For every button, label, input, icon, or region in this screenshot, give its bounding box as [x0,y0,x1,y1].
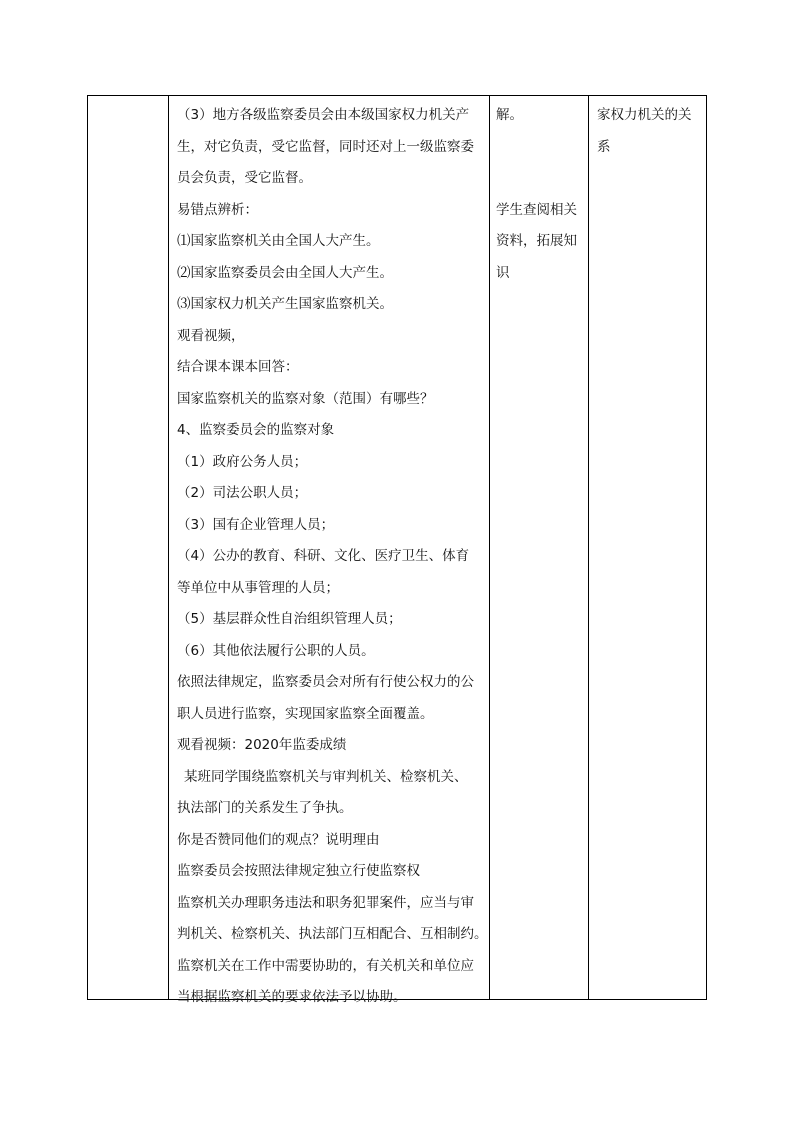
text-line: ⑴国家监察机关由全国人大产生。 [177,233,380,249]
spacer [496,163,582,195]
text-line: 识 [496,264,510,281]
text-line: （6）其他依法履行公职的人员。 [177,642,375,659]
text-line: （1）政府公务人员； [177,453,308,470]
text-line: （5）基层群众性自治组织管理人员； [177,611,402,627]
text-line: （3）地方各级监察委员会由本级国家权力机关产 [177,107,470,123]
text-line: 生，对它负责，受它监督，同时还对上一级监察委 [177,138,474,155]
text-line: 监察机关办理职务违法和职务犯罪案件，应当与审 [177,894,474,911]
text-line: 监察委员会按照法律规定独立行使监察权 [177,863,420,879]
spacer [496,132,582,164]
text-line: 观看视频， [177,327,245,344]
lesson-table [87,95,707,1005]
text-line: 你是否赞同他们的观点？说明理由 [177,831,380,848]
text-line: 4、监察委员会的监察对象 [177,422,335,438]
text-line: 当根据监察机关的要求依法予以协助。 [177,989,407,1005]
text-line: ⑵国家监察委员会由全国人大产生。 [177,264,393,281]
text-line: 结合课本课本回答： [177,359,299,375]
text-line: 易错点辨析： [177,201,258,218]
text-line: ⑶国家权力机关产生国家监察机关。 [177,296,393,312]
text-line: 系 [597,138,611,155]
text-line: 资料，拓展知 [496,233,577,249]
text-line: 执法部门的关系发生了争执。 [177,800,353,816]
text-line: （4）公办的教育、科研、文化、医疗卫生、体育 [177,548,470,564]
text-line: 判机关、检察机关、执法部门互相配合、互相制约。 [177,926,488,942]
text-line: 监察机关在工作中需要协助的，有关机关和单位应 [177,957,474,974]
text-line: 解。 [496,107,523,123]
column-design-intent [589,96,707,999]
text-line: 等单位中从事管理的人员； [177,579,339,596]
text-line: 家权力机关的关 [597,107,692,123]
column-student-activity [490,96,588,999]
text-line: 国家监察机关的监察对象（范围）有哪些？ [177,390,434,407]
column-teaching-content [169,96,489,1005]
text-line: 员会负责，受它监督。 [177,170,312,186]
text-line: 学生查阅相关 [496,201,577,218]
text-line: 某班同学围绕监察机关与审判机关、检察机关、 [184,768,468,785]
text-line: 观看视频：2020年监委成绩 [177,737,347,753]
text-line: （2）司法公职人员； [177,485,308,501]
text-line: （3）国有企业管理人员； [177,516,335,533]
text-line: 依照法律规定，监察委员会对所有行使公权力的公 [177,674,474,690]
text-line: 职人员进行监察，实现国家监察全面覆盖。 [177,705,434,722]
